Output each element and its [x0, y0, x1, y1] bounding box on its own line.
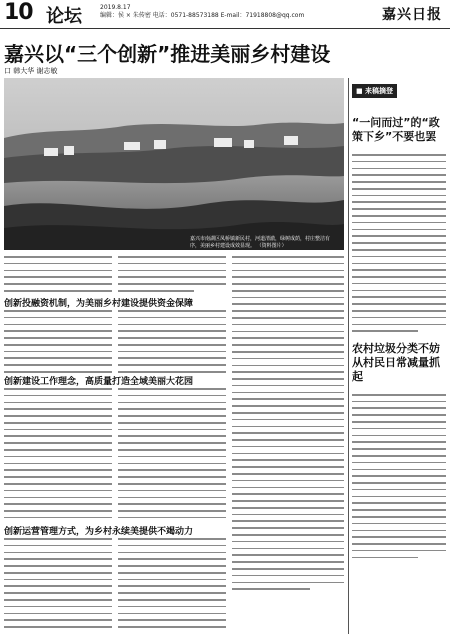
subhead-1: 创新投融资机制，为美丽乡村建设提供资金保障 — [4, 299, 194, 309]
sidebar-article-title-2: 农村垃圾分类不妨从村民日常减量抓起 — [352, 341, 440, 383]
intro-text-col2 — [118, 256, 226, 297]
section-title: 论坛 — [46, 6, 82, 27]
page-date: 2019.8.17 — [100, 4, 131, 11]
section3-text-col1 — [4, 538, 112, 633]
sidebar-article-2-text — [352, 394, 446, 558]
page-meta — [100, 4, 330, 20]
section2-text-col1 — [4, 388, 112, 524]
sidebar-article-title-1: “一问而过”的“政策下乡”不要也罢 — [352, 116, 440, 143]
section2-text-col2 — [118, 388, 226, 524]
section1-text-col1 — [4, 310, 112, 378]
section1-text-col2 — [118, 310, 226, 378]
right-text-col — [232, 256, 344, 595]
subhead-3: 创新运营管理方式，为乡村永续美提供不竭动力 — [4, 527, 194, 537]
newspaper-masthead: 嘉兴日报 — [382, 7, 442, 23]
section3-text-col2 — [118, 538, 226, 633]
article-photo — [4, 78, 344, 250]
column-divider — [348, 78, 349, 634]
sidebar-column — [352, 78, 446, 634]
page-number: 10 — [4, 0, 33, 25]
sidebar-section-label: ■ 来稿摘登 — [352, 84, 397, 98]
article-headline: 嘉兴以“三个创新”推进美丽乡村建设 — [4, 42, 331, 66]
page-editor-contact: 编辑：侯 × 朱传密 电话：0571-88573188 E-mail：71918808@qq.com — [100, 12, 305, 19]
landscape-photo-image — [4, 78, 344, 250]
article-byline: 口 韩大华 谢志敏 — [4, 67, 58, 75]
page-header — [0, 0, 450, 29]
intro-text-col1 — [4, 256, 112, 297]
sidebar-article-1-text — [352, 154, 446, 332]
photo-caption: 嘉兴市南湖区凤桥镇新民村，河道清澈，绿树成荫，村庄整洁有序，美丽乡村建设成效显现。 （资料图片） — [190, 236, 331, 249]
subhead-2: 创新建设工作理念，高质量打造全域美丽大花园 — [4, 377, 194, 387]
